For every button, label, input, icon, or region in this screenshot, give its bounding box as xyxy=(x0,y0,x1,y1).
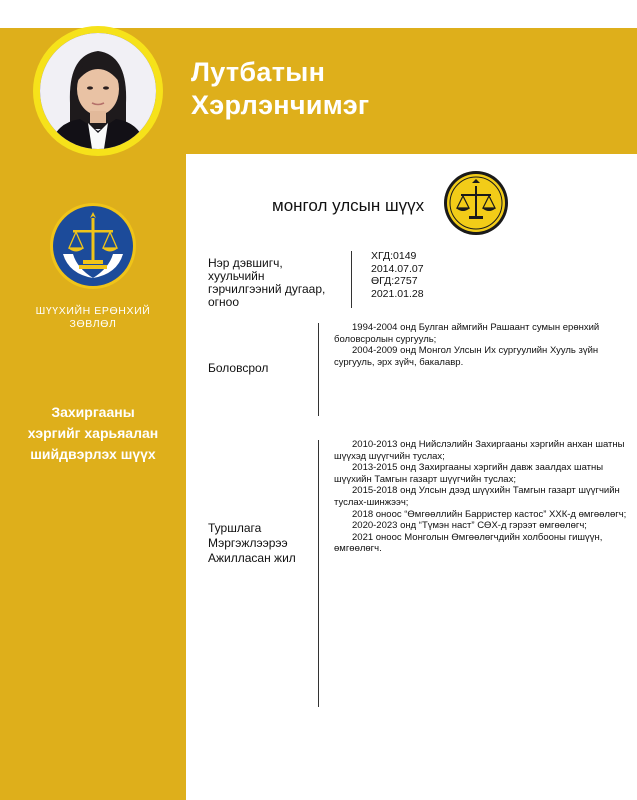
court-type-line-1: Захиргааны xyxy=(51,404,135,420)
candidate-photo xyxy=(40,33,156,149)
education-label: Боловсрол xyxy=(208,361,269,375)
experience-entry: 2013-2015 онд Захиргааны хэргийн давж заалдах шатны шүүхийн Тамгын газарт шүүгчийн туслах; xyxy=(334,462,604,485)
council-line-2: ЗӨВЛӨЛ xyxy=(69,318,117,330)
experience-entry: 2015-2018 онд Улсын дээд шүүхийн Тамгын газарт шүүгчийн туслах-шинжээч; xyxy=(334,485,620,508)
nomination-divider xyxy=(351,251,352,308)
experience-entry: 2020-2023 онд “Түмэн наст” СӨХ-д гэрээт өмгөөлөгч; xyxy=(352,520,587,532)
nomination-label xyxy=(208,257,325,309)
name-line-1: Лутбатын xyxy=(191,57,326,87)
nomination-values xyxy=(371,250,424,300)
education-divider xyxy=(318,323,319,416)
education-entries xyxy=(334,322,634,368)
experience-divider xyxy=(318,440,319,707)
nomination-label-line-3: гэрчилгээний дугаар, xyxy=(208,282,326,296)
license-number: ӨГД:2757 xyxy=(371,275,418,287)
court-type-line-3: шийдвэрлэх шүүх xyxy=(30,446,156,462)
experience-entry: 2021 оноос Монголын Өмгөөлөгчдийн холбооны гишүүн, өмгөөлөгч. xyxy=(334,531,603,555)
certificate-date: 2014.07.07 xyxy=(371,262,424,275)
license-date: 2021.01.28 xyxy=(371,287,424,300)
council-line-1: ШҮҮХИЙН ЕРӨНХИЙ xyxy=(35,305,151,317)
judicial-council-label xyxy=(0,305,186,331)
experience-label-line-1: Туршлага xyxy=(208,521,262,535)
court-title: монгол улсын шүүх xyxy=(272,196,425,215)
experience-label-line-2: Мэргэжлээрээ xyxy=(208,536,288,550)
experience-label xyxy=(208,521,296,566)
nomination-label-line-1: Нэр дэвшигч, xyxy=(208,256,283,270)
name-line-2: Хэрлэнчимэг xyxy=(191,90,370,120)
court-type-label xyxy=(0,402,186,465)
court-type-line-2: хэргийг харьяалан xyxy=(27,425,159,441)
certificate-number: ХГД:0149 xyxy=(371,250,417,262)
experience-entry: 2018 оноос “Өмгөөллийн Барристер кастос” ХХК-д өмгөөлөгч; xyxy=(352,508,627,520)
nomination-label-line-4: огноо xyxy=(208,295,240,309)
experience-label-line-3: Ажилласан жил xyxy=(208,551,296,565)
portrait-illustration xyxy=(40,33,156,149)
experience-entry: 2010-2013 онд Нийслэлийн Захиргааны хэргийн анхан шатны шүүхэд шүүгчийн туслах; xyxy=(334,439,625,462)
candidate-name xyxy=(191,56,369,122)
education-entry: 1994-2004 онд Булган аймгийн Рашаант сумын ерөнхий боловсролын сургууль; xyxy=(334,322,600,345)
court-emblem-icon xyxy=(443,170,509,236)
education-entry: 2004-2009 онд Монгол Улсын Их сургуулийн Хууль зүйн сургууль, эрх зүйч, бакалавр. xyxy=(334,345,599,368)
nomination-label-line-2: хуульчийн xyxy=(208,269,265,283)
judicial-council-emblem-icon xyxy=(49,202,137,290)
experience-entries xyxy=(334,439,634,555)
